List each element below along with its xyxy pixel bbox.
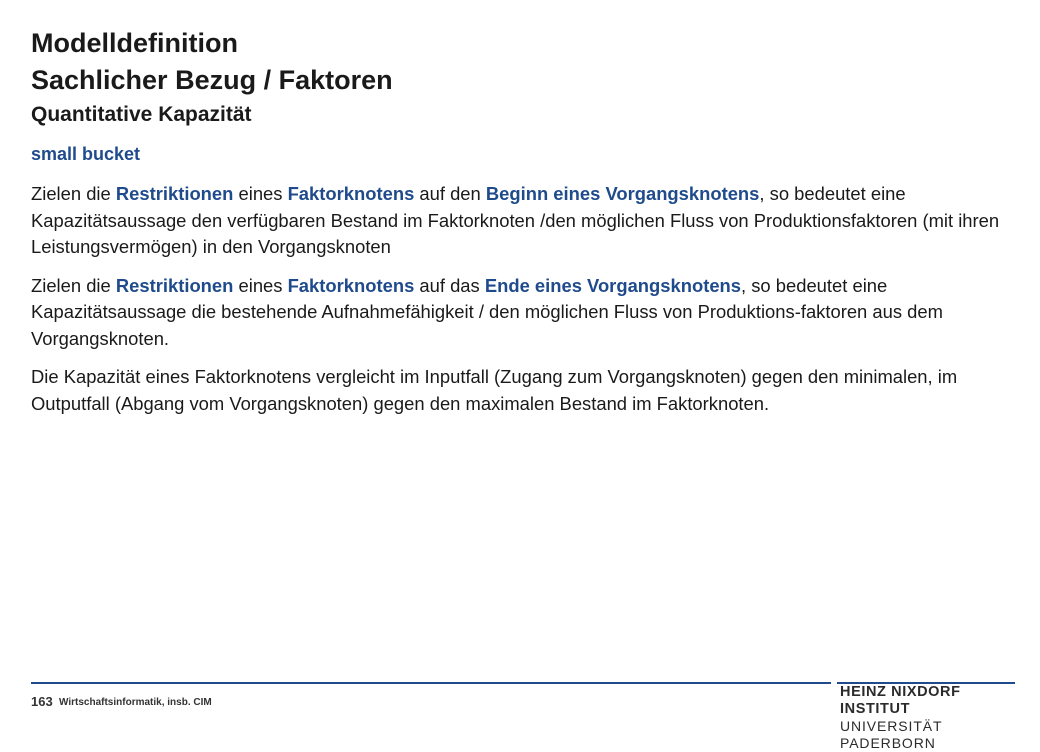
body-paragraph [31,364,1006,417]
paragraph-text: , so bedeutet eine Kapazitätsaussage die bestehende Aufnahmefähigkeit / den möglichen Fluss von Produktions-faktoren aus dem Vorgangsknoten. [31,274,943,349]
page-number: 163 [31,694,53,709]
paragraph-text: Zielen die [31,183,116,204]
highlighted-term: Ende eines Vorgangsknotens [484,274,742,296]
section-label: small bucket [31,144,141,164]
logo-line2: UNIVERSITÄT PADERBORN [840,718,943,751]
slide-body [31,181,1006,429]
highlighted-term: Restriktionen [115,274,234,296]
paragraph-text: Die Kapazität eines Faktorknotens vergleicht im Inputfall (Zugang zum Vorgangsknoten) gegen den minimalen, im Outputfall (Abgang vom Vorgangsknoten) gegen den maximalen Bestand im Faktorknoten. [31,366,958,414]
logo-line1: HEINZ NIXDORF INSTITUT [840,684,961,717]
highlighted-term: Faktorknotens [287,274,415,296]
paragraph-text: eines [233,183,288,204]
highlighted-term: Beginn eines Vorgangsknotens [485,183,760,204]
slide-title-line2: Sachlicher Bezug / Faktoren [31,65,393,95]
body-paragraph [31,273,1006,353]
institute-logo [840,684,1020,752]
highlighted-term: Faktorknotens [287,183,415,204]
slide-subtitle: Quantitative Kapazität [31,103,252,126]
slide-title: Modelldefinition [31,28,238,58]
footer-department: Wirtschaftsinformatik, insb. CIM [59,697,212,708]
paragraph-text: auf das [414,274,485,296]
paragraph-text: auf den [414,183,486,204]
highlighted-term: Restriktionen [115,183,234,204]
body-paragraph [31,181,1006,261]
footer-divider [31,682,831,684]
paragraph-text: eines [233,274,288,296]
paragraph-text: , so bedeutet eine Kapazitätsaussage den verfügbaren Bestand im Faktorknoten /den möglichen Fluss von Produktionsfaktoren (mit ihren Leistungsvermögen) in den Vorgangsknoten [31,183,1000,257]
paragraph-text: Zielen die [31,274,116,296]
